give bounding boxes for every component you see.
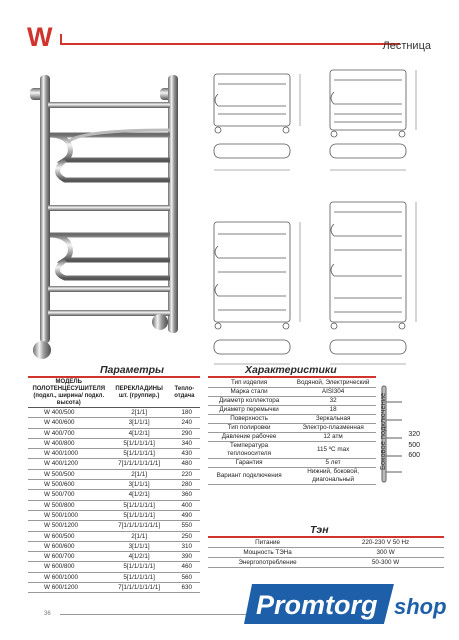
- params-title: Параметры: [100, 364, 164, 376]
- char-label: Диаметр коллектора: [208, 397, 290, 406]
- model-cell: W 600/800: [28, 562, 110, 572]
- model-cell: W 500/500: [28, 469, 110, 479]
- bars-cell: 4[1/2/1]: [110, 552, 169, 562]
- heat-cell: 280: [169, 480, 200, 490]
- char-label: Давление рабочее: [208, 433, 290, 442]
- model-cell: W 500/700: [28, 490, 110, 500]
- product-photo: [20, 60, 205, 370]
- char-value: Нижний, боковой, диагональный: [290, 468, 376, 485]
- chars-row: [208, 433, 376, 442]
- svg-text:Promtorg: Promtorg: [256, 590, 378, 620]
- promtorg-logo: [244, 578, 452, 634]
- bars-cell: 2[1/1]: [110, 408, 169, 418]
- model-cell: W 400/600: [28, 418, 110, 428]
- params-row: [28, 562, 200, 572]
- bars-cell: 4[1/2/1]: [110, 428, 169, 438]
- side-connection-label: Боковое подключение: [378, 392, 387, 470]
- side-dim-600: 600: [408, 452, 420, 459]
- params-row: [28, 480, 200, 490]
- model-cell: W 500/600: [28, 480, 110, 490]
- chars-title: Характеристики: [245, 364, 337, 376]
- heat-cell: 240: [169, 418, 200, 428]
- model-cell: W 400/700: [28, 428, 110, 438]
- header-rule: [60, 43, 400, 45]
- bars-cell: 3[1/1/1]: [110, 418, 169, 428]
- params-row: [28, 449, 200, 459]
- svg-text:shop: shop: [394, 594, 447, 619]
- heat-cell: 340: [169, 438, 200, 448]
- chars-row: [208, 459, 376, 468]
- char-value: 12 атм: [290, 433, 376, 442]
- char-label: Тип изделия: [208, 379, 290, 388]
- params-row: [28, 583, 200, 593]
- model-cell: W 500/1000: [28, 510, 110, 520]
- model-cell: W 600/600: [28, 541, 110, 551]
- params-col-model: МОДЕЛЬ ПОЛОТЕНЦЕСУШИТЕЛЯ (подкл., ширина/ подкл. высота): [28, 379, 110, 408]
- bars-cell: 3[1/1/1]: [110, 480, 169, 490]
- ten-label: Питание: [208, 538, 327, 548]
- page-number: 36: [44, 611, 51, 617]
- params-rule: [28, 376, 200, 378]
- heat-cell: 360: [169, 490, 200, 500]
- char-label: Поверхность: [208, 415, 290, 424]
- chars-rule: [208, 376, 376, 378]
- heat-cell: 480: [169, 459, 200, 469]
- bars-cell: 7[1/1/1/1/1/1/1]: [110, 583, 169, 593]
- bars-cell: 4[1/2/1]: [110, 490, 169, 500]
- chars-row: [208, 388, 376, 397]
- bars-cell: 2[1/1]: [110, 469, 169, 479]
- chars-row: [208, 406, 376, 415]
- heat-cell: 560: [169, 572, 200, 582]
- params-row: [28, 490, 200, 500]
- bars-cell: 2[1/1]: [110, 531, 169, 541]
- params-col-heat: Тепло-отдача: [169, 379, 200, 408]
- params-col-bars: ПЕРЕКЛАДИНЫ шт. (группир.): [110, 379, 169, 408]
- char-value: 18: [290, 406, 376, 415]
- technical-drawings: [206, 62, 446, 372]
- bars-cell: 5[1/1/1/1/1]: [110, 572, 169, 582]
- heat-cell: 220: [169, 469, 200, 479]
- ten-row: [208, 538, 444, 548]
- heat-cell: 250: [169, 531, 200, 541]
- chars-row: [208, 379, 376, 388]
- model-cell: W 400/1200: [28, 459, 110, 469]
- params-row: [28, 531, 200, 541]
- params-row: [28, 469, 200, 479]
- chars-row: [208, 397, 376, 406]
- ten-value: 300 W: [327, 548, 444, 558]
- side-dim-320: 320: [408, 431, 420, 438]
- bars-cell: 5[1/1/1/1/1]: [110, 449, 169, 459]
- heat-cell: 550: [169, 521, 200, 531]
- bars-cell: 5[1/1/1/1/1]: [110, 500, 169, 510]
- params-row: [28, 408, 200, 418]
- chars-row: [208, 468, 376, 485]
- heat-cell: 390: [169, 552, 200, 562]
- params-row: [28, 459, 200, 469]
- char-value: 32: [290, 397, 376, 406]
- char-value: 5 лет: [290, 459, 376, 468]
- ten-row: [208, 558, 444, 568]
- heat-cell: 290: [169, 428, 200, 438]
- bars-cell: 5[1/1/1/1/1]: [110, 562, 169, 572]
- series-name: Лестница: [382, 40, 431, 52]
- params-row: [28, 500, 200, 510]
- char-value: AISI304: [290, 388, 376, 397]
- heat-cell: 180: [169, 408, 200, 418]
- series-letter: W: [27, 22, 53, 52]
- model-cell: W 600/1200: [28, 583, 110, 593]
- char-label: Марка стали: [208, 388, 290, 397]
- footer-rule: [60, 614, 250, 615]
- char-value: Зеркальная: [290, 415, 376, 424]
- heat-cell: 630: [169, 583, 200, 593]
- bars-cell: 7[1/1/1/1/1/1/1]: [110, 459, 169, 469]
- char-label: Вариант подключения: [208, 468, 290, 485]
- params-row: [28, 552, 200, 562]
- model-cell: W 600/500: [28, 531, 110, 541]
- ten-label: Энергопотребление: [208, 558, 327, 568]
- model-cell: W 400/1000: [28, 449, 110, 459]
- heat-cell: 490: [169, 510, 200, 520]
- bars-cell: 5[1/1/1/1/1]: [110, 510, 169, 520]
- params-header-row: [28, 379, 200, 408]
- params-table: [28, 379, 200, 593]
- params-row: [28, 438, 200, 448]
- model-cell: W 600/1000: [28, 572, 110, 582]
- ten-title: Тэн: [310, 524, 329, 536]
- bars-cell: 3[1/1/1]: [110, 541, 169, 551]
- params-row: [28, 428, 200, 438]
- params-row: [28, 572, 200, 582]
- chars-table: [208, 379, 376, 485]
- params-row: [28, 510, 200, 520]
- model-cell: W 400/500: [28, 408, 110, 418]
- model-cell: W 500/1200: [28, 521, 110, 531]
- char-label: Гарантия: [208, 459, 290, 468]
- side-dims: [398, 430, 420, 462]
- chars-row: [208, 424, 376, 433]
- params-row: [28, 418, 200, 428]
- params-row: [28, 541, 200, 551]
- model-cell: W 500/800: [28, 500, 110, 510]
- bars-cell: 7[1/1/1/1/1/1/1]: [110, 521, 169, 531]
- heat-cell: 430: [169, 449, 200, 459]
- heat-cell: 460: [169, 562, 200, 572]
- chars-row: [208, 442, 376, 459]
- ten-row: [208, 548, 444, 558]
- model-cell: W 400/800: [28, 438, 110, 448]
- char-value: 115 ºС max: [290, 442, 376, 459]
- bars-cell: 5[1/1/1/1/1]: [110, 438, 169, 448]
- char-label: Диаметр перемычки: [208, 406, 290, 415]
- heat-cell: 400: [169, 500, 200, 510]
- char-label: Температура теплоносителя: [208, 442, 290, 459]
- model-cell: W 600/700: [28, 552, 110, 562]
- ten-value: 220-230 V 50 Hz: [327, 538, 444, 548]
- char-value: Электро-плазменная: [290, 424, 376, 433]
- chars-row: [208, 415, 376, 424]
- params-row: [28, 521, 200, 531]
- heat-cell: 310: [169, 541, 200, 551]
- char-label: Тип полировки: [208, 424, 290, 433]
- ten-label: Мощность ТЭНа: [208, 548, 327, 558]
- ten-table: [208, 538, 444, 568]
- side-dim-500: 500: [408, 441, 420, 449]
- char-value: Водяной, Электрический: [290, 379, 376, 388]
- ten-value: 50-300 W: [327, 558, 444, 568]
